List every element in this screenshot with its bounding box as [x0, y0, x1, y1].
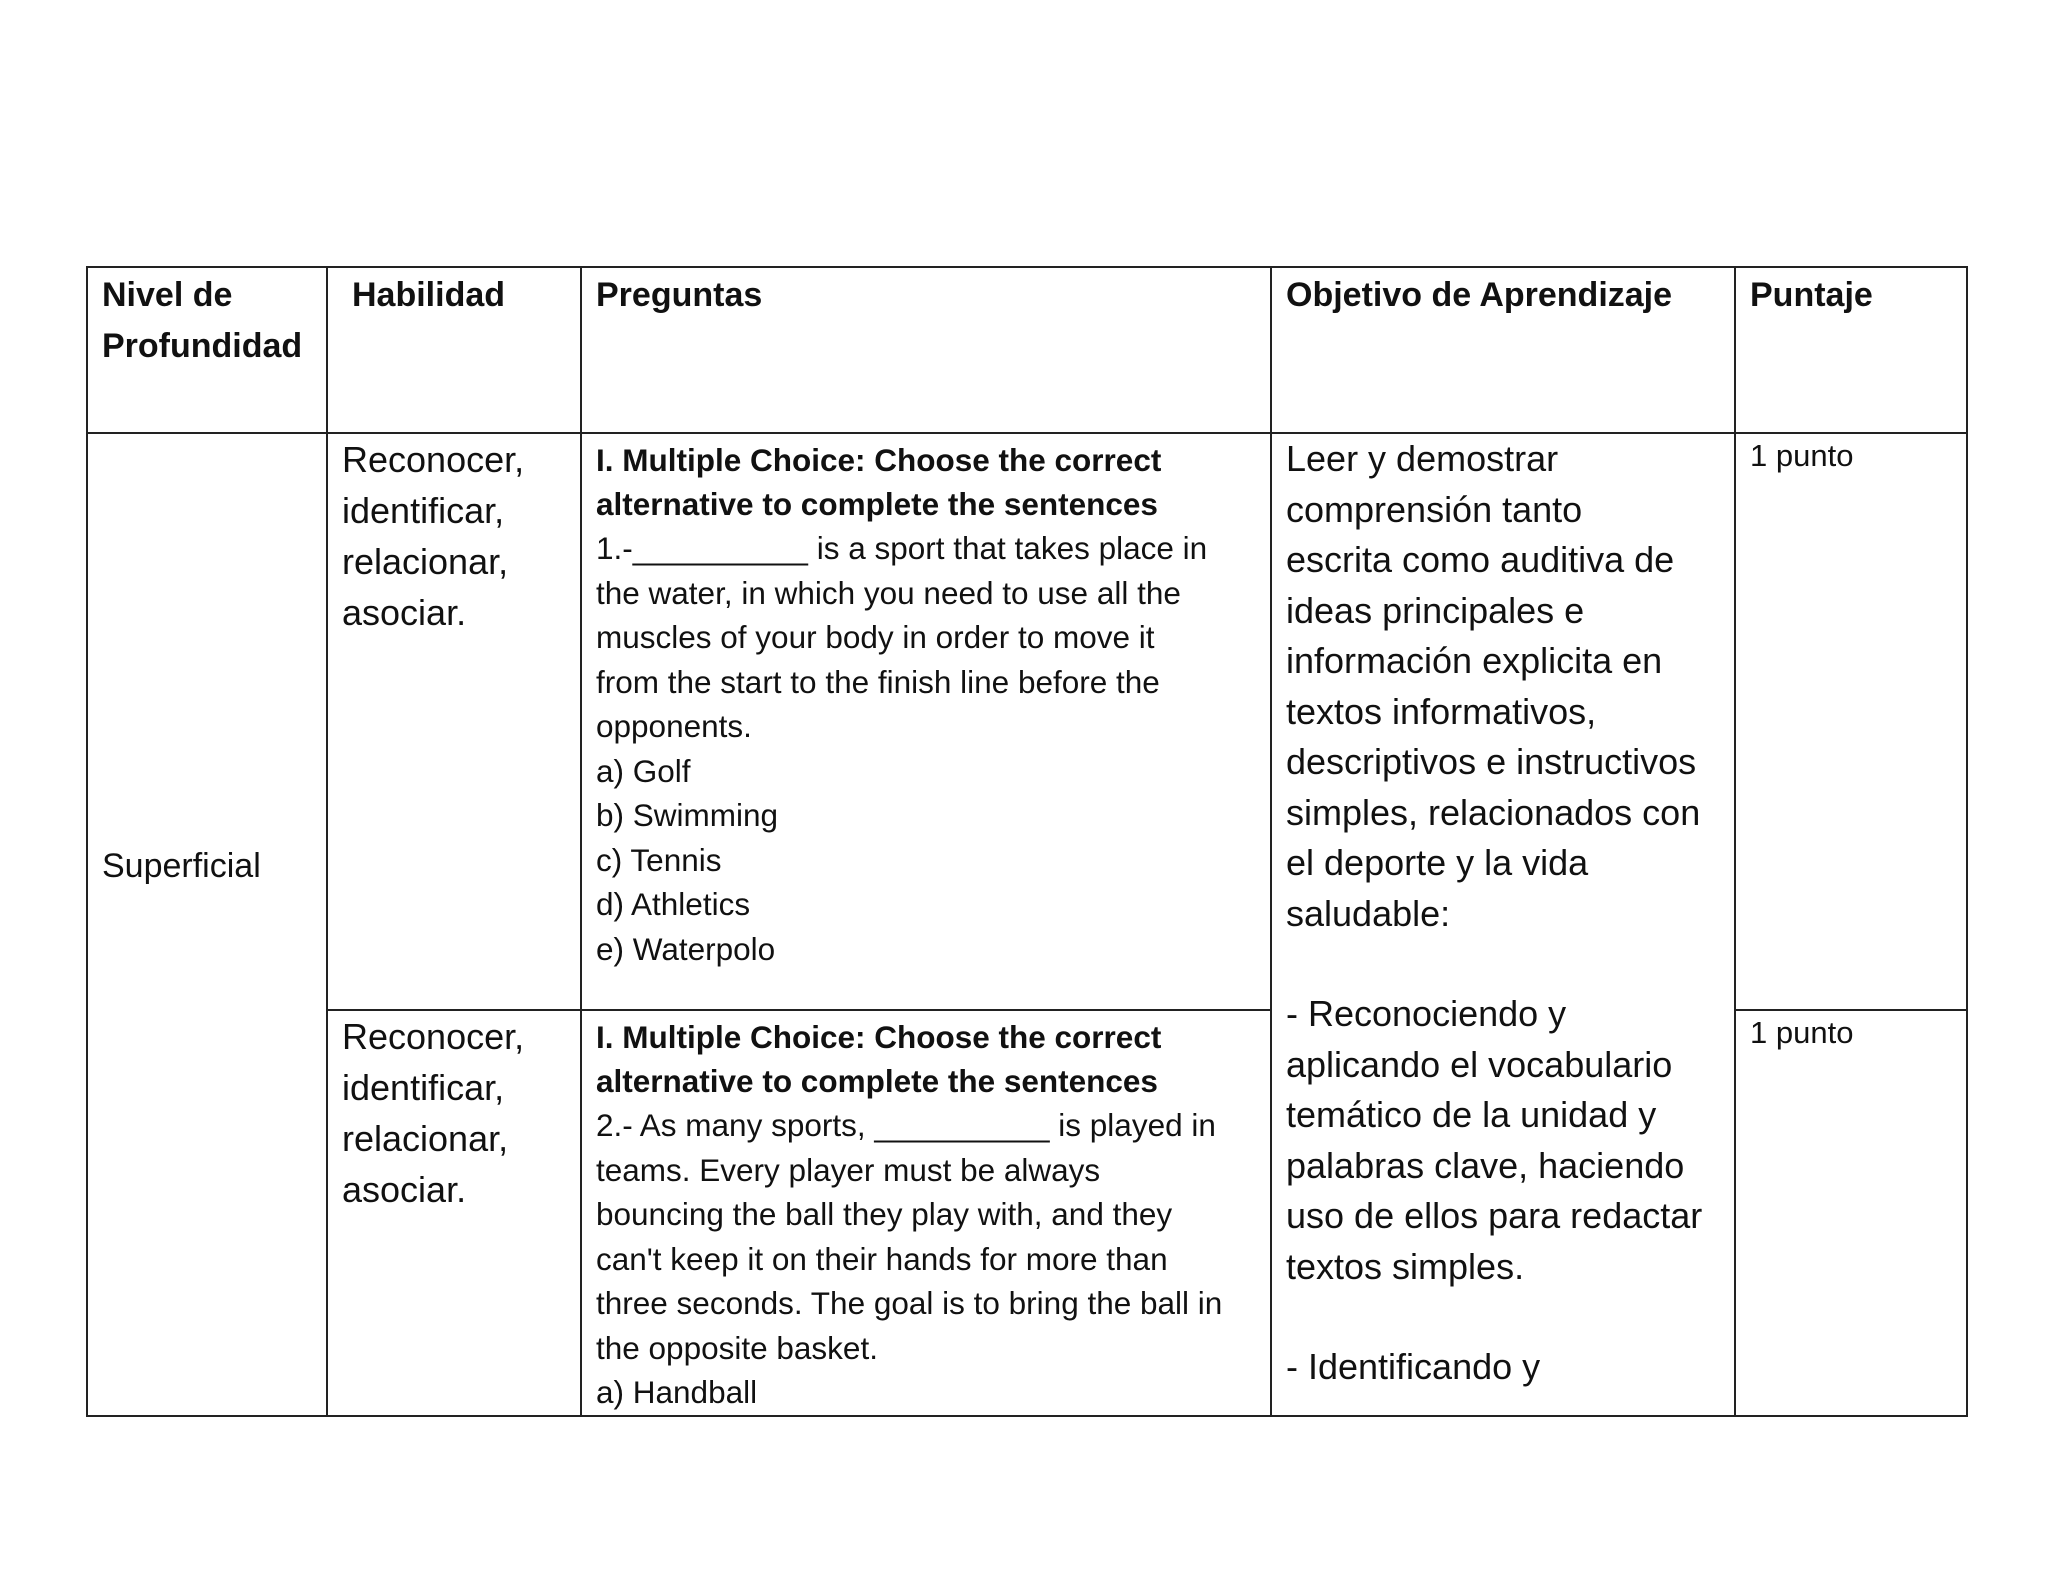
question-text-line: three seconds. The goal is to bring the ball in [596, 1285, 1223, 1321]
objective-line: ideas principales e [1286, 589, 1585, 631]
objective-line: - Identificando y [1286, 1346, 1541, 1387]
option-swimming: b) Swimming [596, 797, 779, 833]
objective-line: escrita como auditiva de [1286, 539, 1675, 580]
header-objetivo: Objetivo de Aprendizaje [1271, 267, 1735, 433]
skill-cell-2 [327, 1010, 581, 1416]
objective-line: simples, relacionados con [1286, 791, 1701, 833]
header-habilidad: Habilidad [327, 267, 581, 433]
question-title: alternative to complete the sentences [596, 486, 1158, 522]
paragraph-gap [1286, 939, 1720, 989]
header-nivel [87, 267, 327, 433]
skill-line: Reconocer, [342, 1016, 525, 1057]
question-text-line: the water, in which you need to use all the [596, 574, 1181, 611]
objective-line: saludable: [1286, 892, 1451, 934]
question-text-line: can't keep it on their hands for more than [596, 1240, 1168, 1277]
question-text-line: teams. Every player must be always [596, 1151, 1101, 1188]
skill-line: Reconocer, [342, 439, 525, 480]
question-text-line: muscles of your body in order to move it [596, 619, 1155, 655]
option-handball: a) Handball [596, 1374, 758, 1410]
question-text-line: from the start to the finish line before the [596, 663, 1160, 700]
score-cell-2: 1 punto [1735, 1010, 1967, 1416]
score-cell-1: 1 punto [1735, 433, 1967, 1010]
objective-line: - Reconociendo y [1286, 993, 1567, 1034]
option-athletics: d) Athletics [596, 886, 751, 922]
objective-line: textos informativos, [1286, 690, 1597, 732]
nivel-value: Superficial [102, 846, 261, 885]
question-text-line: 1.-__________ is a sport that takes place in [596, 530, 1208, 566]
question-text-line: the opposite basket. [596, 1329, 878, 1366]
header-nivel-line1: Nivel de [102, 276, 233, 314]
question-row-1 [87, 433, 1967, 1010]
question-text-line: opponents. [596, 708, 752, 744]
objective-line: uso de ellos para redactar [1286, 1195, 1703, 1236]
question-cell-1 [581, 433, 1271, 1010]
skill-line: identificar, [342, 1067, 505, 1108]
question-title: I. Multiple Choice: Choose the correct [596, 442, 1162, 478]
header-nivel-line2: Profundidad [102, 327, 303, 365]
header-preguntas: Preguntas [581, 267, 1271, 433]
skill-line: asociar. [342, 1169, 467, 1210]
objective-line: descriptivos e instructivos [1286, 741, 1697, 782]
question-text-line: bouncing the ball they play with, and they [596, 1196, 1173, 1232]
option-golf: a) Golf [596, 752, 691, 789]
option-waterpolo: e) Waterpolo [596, 930, 776, 967]
header-puntaje: Puntaje [1735, 267, 1967, 433]
question-cell-2 [581, 1010, 1271, 1416]
objective-cell [1271, 433, 1735, 1416]
skill-line: identificar, [342, 490, 505, 531]
paragraph-gap [1286, 1292, 1720, 1342]
skill-line: relacionar, [342, 1118, 509, 1159]
question-title: alternative to complete the sentences [596, 1063, 1158, 1099]
assessment-table [86, 266, 1968, 1417]
skill-line: asociar. [342, 592, 467, 633]
question-text-line: 2.- As many sports, __________ is played in [596, 1107, 1216, 1143]
skill-line: relacionar, [342, 541, 509, 582]
objective-line: información explicita en [1286, 640, 1663, 681]
objective-line: aplicando el vocabulario [1286, 1043, 1673, 1085]
objective-line: comprensión tanto [1286, 488, 1583, 530]
objective-line: palabras clave, haciendo [1286, 1144, 1685, 1186]
header-row [87, 267, 1967, 433]
nivel-cell [87, 433, 327, 1416]
objective-line: textos simples. [1286, 1245, 1525, 1287]
question-title: I. Multiple Choice: Choose the correct [596, 1019, 1162, 1055]
option-tennis: c) Tennis [596, 841, 722, 878]
objective-line: el deporte y la vida [1286, 842, 1589, 883]
objective-line: temático de la unidad y [1286, 1094, 1657, 1135]
objective-line: Leer y demostrar [1286, 438, 1559, 479]
skill-cell-1 [327, 433, 581, 1010]
